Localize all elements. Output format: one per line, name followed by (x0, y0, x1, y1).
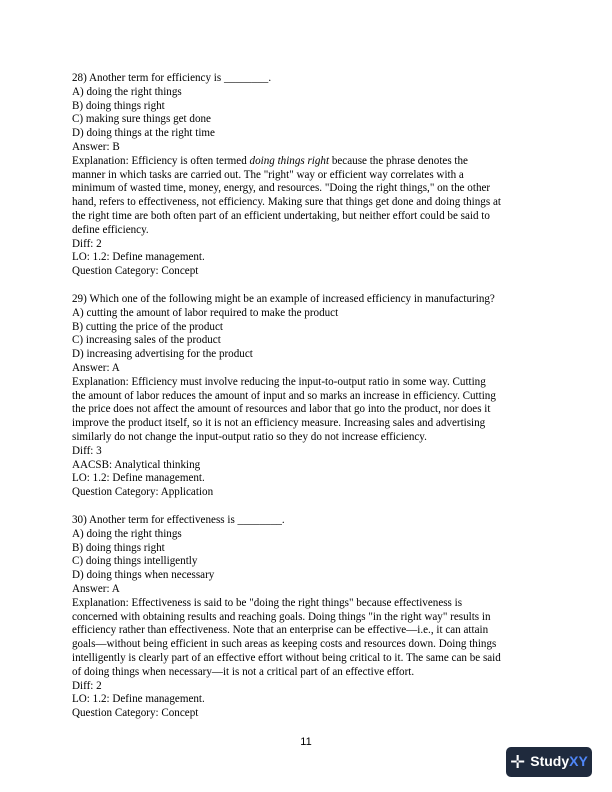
option-d: D) doing things when necessary (72, 569, 215, 582)
explanation-line: hand, refers to effectiveness, not efficiency. Making sure that things get done and doing things at (72, 196, 501, 209)
explanation-line: goals—without being efficient in such areas as keeping costs and resources down. Doing things (72, 638, 497, 651)
studyxy-badge[interactable] (506, 747, 592, 777)
explanation (72, 376, 542, 445)
option-a: A) doing the right things (72, 527, 182, 540)
badge-label (530, 755, 588, 769)
plus-icon: ✛ (510, 752, 526, 772)
explanation-text: because the phrase denotes the (329, 154, 468, 167)
explanation-line: of doing things when necessary—it is not a critical part of an effective effort. (72, 665, 415, 678)
explanation-line: concerned with obtaining results and reaching goals. Doing things "in the right way" results in (72, 610, 491, 623)
badge-label-main: Study (530, 753, 570, 770)
question-category: Question Category: Concept (72, 265, 199, 278)
answer: Answer: A (72, 361, 120, 374)
option-b: B) cutting the price of the product (72, 320, 223, 333)
aacsb-tag: AACSB: Analytical thinking (72, 458, 201, 471)
badge-label-accent: XY (569, 753, 588, 770)
difficulty: Diff: 2 (72, 237, 102, 250)
explanation-line: manner in which tasks are carried out. The "right" way or efficient way correlates with a (72, 168, 464, 181)
explanation-line: Explanation: Effectiveness is said to be "doing the right things" because effectiveness is (72, 596, 463, 609)
page-number: 11 (300, 736, 312, 748)
explanation-line: define efficiency. (72, 223, 149, 236)
question-29 (72, 293, 542, 500)
explanation-line: the right time are both often part of an efficient undertaking, but neither effort could be said to (72, 209, 490, 222)
question-prompt: 29) Which one of the following might be an example of increased efficiency in manufacturing? (72, 293, 495, 305)
option-d: D) increasing advertising for the product (72, 348, 253, 361)
question-category: Question Category: Concept (72, 707, 199, 720)
option-a: A) doing the right things (72, 85, 182, 98)
option-b: B) doing things right (72, 99, 165, 112)
explanation-line: Explanation: Efficiency must involve reducing the input-to-output ratio in some way. Cutting (72, 375, 486, 388)
explanation-line (72, 155, 542, 169)
option-a: A) cutting the amount of labor required to make the product (72, 306, 339, 319)
explanation (72, 155, 542, 238)
answer: Answer: B (72, 140, 120, 153)
question-prompt: 28) Another term for efficiency is ________. (72, 72, 272, 84)
explanation-italic-term: doing things right (249, 154, 330, 167)
question-30 (72, 514, 542, 721)
explanation-line: improve the product itself, so it is not an efficiency measure. Increasing sales and advertising (72, 417, 486, 430)
learning-objective: LO: 1.2: Define management. (72, 693, 205, 706)
option-d: D) doing things at the right time (72, 127, 215, 140)
option-c: C) making sure things get done (72, 113, 211, 126)
explanation-line: similarly do not change the input-output ratio so they do not increase efficiency. (72, 430, 427, 443)
explanation-line: intelligently is clearly part of an effective effort without being critical to it. The same can be said (72, 651, 501, 664)
difficulty: Diff: 3 (72, 444, 102, 457)
option-b: B) doing things right (72, 541, 165, 554)
option-c: C) doing things intelligently (72, 555, 198, 568)
explanation (72, 597, 542, 680)
explanation-line: the price does not affect the amount of resources and labor that go into the product, nor does it (72, 403, 491, 416)
explanation-line: the amount of labor reduces the amount of input and so marks an increase in efficiency. Cutting (72, 389, 496, 402)
difficulty: Diff: 2 (72, 679, 102, 692)
learning-objective: LO: 1.2: Define management. (72, 251, 205, 264)
explanation-text: Explanation: Efficiency is often termed (72, 154, 250, 167)
option-c: C) increasing sales of the product (72, 334, 221, 347)
learning-objective: LO: 1.2: Define management. (72, 472, 205, 485)
question-category: Question Category: Application (72, 486, 214, 499)
answer: Answer: A (72, 582, 120, 595)
explanation-line: efficiency rather than effectiveness. Note that an enterprise can be effective—i.e., it can attain (72, 624, 489, 637)
explanation-line: minimum of wasted time, money, energy, and resources. "Doing the right things," on the other (72, 182, 491, 195)
question-28 (72, 72, 542, 279)
question-prompt: 30) Another term for effectiveness is ________. (72, 514, 285, 526)
